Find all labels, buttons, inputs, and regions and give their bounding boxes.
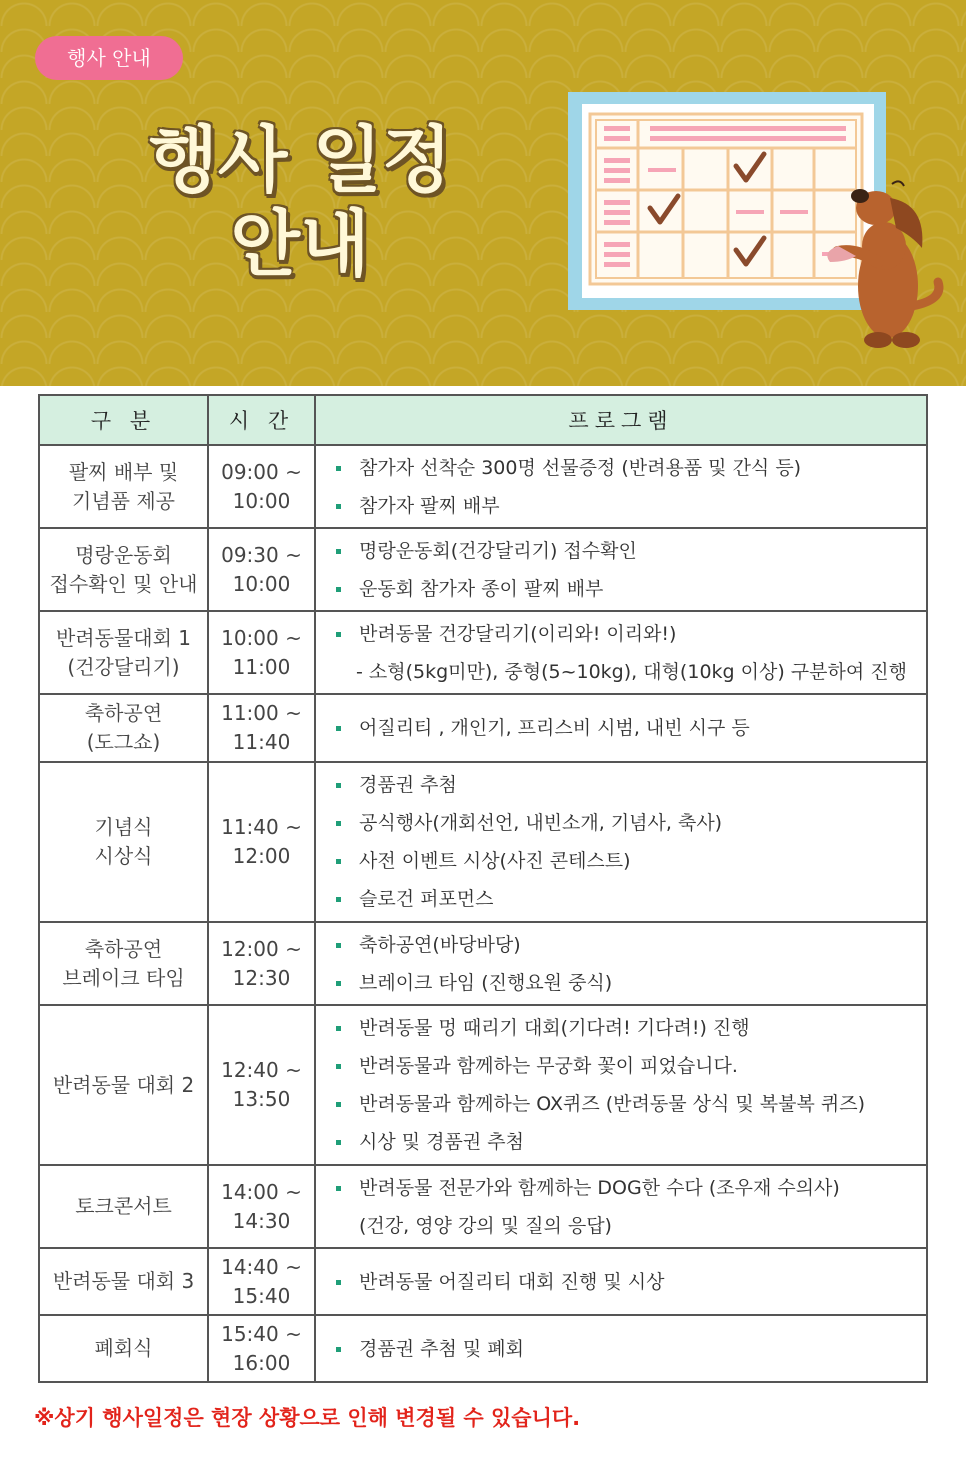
program-item: 반려동물 건강달리기(이리와! 이리와!)	[334, 615, 910, 653]
time-line: 11:00	[232, 654, 291, 679]
row-program	[315, 611, 927, 694]
time-line: 10:00	[232, 571, 291, 596]
program-list	[334, 449, 910, 525]
row-time	[208, 694, 315, 762]
row-time	[208, 528, 315, 611]
row-time	[208, 1248, 315, 1315]
time-line: 14:30	[232, 1208, 291, 1233]
calendar-board-icon	[560, 86, 950, 356]
program-list	[334, 532, 910, 608]
program-item: 반려동물 어질리티 대회 진행 및 시상	[334, 1263, 910, 1301]
table-row	[39, 611, 927, 694]
row-category	[39, 445, 208, 528]
category-line: 명랑운동회	[75, 542, 172, 567]
row-program	[315, 445, 927, 528]
program-list	[334, 766, 910, 918]
program-list	[334, 709, 910, 747]
category-line: 폐회식	[94, 1336, 153, 1360]
row-time	[208, 1005, 315, 1165]
row-time	[208, 1315, 315, 1382]
banner	[0, 0, 966, 386]
category-line: 기념품 제공	[72, 488, 175, 513]
time-line: 14:40 ~	[221, 1254, 302, 1279]
category-line: 반려동물대회 1	[55, 625, 191, 650]
table-row	[39, 1005, 927, 1165]
schedule-change-notice: ※상기 행사일정은 현장 상황으로 인해 변경될 수 있습니다.	[34, 1406, 581, 1430]
category-line: 기념식	[94, 815, 153, 839]
program-item: 참가자 선착순 300명 선물증정 (반려용품 및 간식 등)	[334, 449, 910, 487]
category-line: 축하공연	[84, 936, 163, 961]
category-line: 축하공연	[84, 701, 163, 725]
table-row	[39, 762, 927, 922]
category-line: 반려동물 대회 3	[52, 1269, 195, 1293]
program-list	[334, 615, 910, 691]
program-list	[334, 1330, 910, 1368]
header-category: 구 분	[39, 395, 208, 445]
row-category	[39, 1005, 208, 1165]
row-category	[39, 922, 208, 1005]
category-line: 시상식	[94, 844, 153, 868]
program-list	[334, 1169, 910, 1245]
category-line: 접수확인 및 안내	[49, 571, 198, 596]
row-program	[315, 922, 927, 1005]
program-item: 공식행사(개회선언, 내빈소개, 기념사, 축사)	[334, 804, 910, 842]
program-list	[334, 926, 910, 1002]
row-program	[315, 1315, 927, 1382]
category-line: (도그쇼)	[86, 730, 161, 754]
time-line: 12:40 ~	[221, 1058, 302, 1082]
program-list	[334, 1009, 910, 1161]
category-line: (건강달리기)	[67, 654, 180, 679]
program-item: 축하공연(바당바당)	[334, 926, 910, 964]
category-line: 토크콘서트	[75, 1194, 172, 1218]
event-info-badge: 행사 안내	[35, 36, 183, 80]
row-category	[39, 528, 208, 611]
time-line: 15:40	[232, 1283, 291, 1308]
row-time	[208, 922, 315, 1005]
page-title	[120, 118, 480, 286]
program-item: 명랑운동회(건강달리기) 접수확인	[334, 532, 910, 570]
program-item: 어질리티 , 개인기, 프리스비 시범, 내빈 시구 등	[334, 709, 910, 747]
row-category	[39, 611, 208, 694]
program-item: 반려동물 멍 때리기 대회(기다려! 기다려!) 진행	[334, 1009, 910, 1047]
time-line: 16:00	[232, 1350, 291, 1375]
program-item-detail: (건강, 영양 강의 및 질의 응답)	[359, 1214, 612, 1237]
header-program: 프로그램	[315, 395, 927, 445]
row-program	[315, 1165, 927, 1248]
table-row	[39, 922, 927, 1005]
program-item: 브레이크 타임 (진행요원 중식)	[334, 964, 910, 1002]
schedule-table	[38, 394, 928, 1383]
row-time	[208, 445, 315, 528]
title-line-2: 안내	[230, 202, 370, 286]
program-item: 참가자 팔찌 배부	[334, 487, 910, 525]
row-time	[208, 611, 315, 694]
program-item: 사전 이벤트 시상(사진 콘테스트)	[334, 842, 910, 880]
time-line: 12:00 ~	[221, 936, 302, 961]
time-line: 09:00 ~	[221, 459, 302, 484]
program-item: 운동회 참가자 종이 팔찌 배부	[334, 570, 910, 608]
program-list	[334, 1263, 910, 1301]
header-time: 시 간	[208, 395, 315, 445]
time-line: 09:30 ~	[221, 542, 302, 567]
category-line: 브레이크 타임	[62, 965, 185, 990]
time-line: 10:00	[232, 488, 291, 513]
program-item-detail: - 소형(5kg미만), 중형(5~10kg), 대형(10kg 이상) 구분하여 진행	[356, 660, 907, 683]
row-category	[39, 1248, 208, 1315]
time-line: 14:00 ~	[221, 1179, 302, 1204]
row-program	[315, 694, 927, 762]
table-row	[39, 1315, 927, 1382]
table-row	[39, 1165, 927, 1248]
table-header-row	[39, 395, 927, 445]
row-category	[39, 694, 208, 762]
row-program	[315, 762, 927, 922]
program-item: 시상 및 경품권 추첨	[334, 1123, 910, 1161]
row-program	[315, 1248, 927, 1315]
row-program	[315, 1005, 927, 1165]
row-time	[208, 762, 315, 922]
table-row	[39, 445, 927, 528]
program-item: 반려동물 전문가와 함께하는 DOG한 수다 (조우재 수의사)	[334, 1169, 910, 1207]
time-line: 13:50	[232, 1087, 291, 1111]
title-line-1: 행사 일정	[148, 118, 452, 202]
program-item: 슬로건 퍼포먼스	[334, 880, 910, 918]
row-category	[39, 762, 208, 922]
table-row	[39, 528, 927, 611]
row-category	[39, 1315, 208, 1382]
table-row	[39, 694, 927, 762]
program-item: 반려동물과 함께하는 OX퀴즈 (반려동물 상식 및 복불복 퀴즈)	[334, 1085, 910, 1123]
time-line: 12:30	[232, 965, 291, 990]
time-line: 11:40	[232, 730, 291, 754]
row-program	[315, 528, 927, 611]
schedule-rows	[39, 445, 927, 1382]
time-line: 11:00 ~	[221, 701, 302, 725]
category-line: 팔찌 배부 및	[68, 459, 179, 484]
program-item: 반려동물과 함께하는 무궁화 꽃이 피었습니다.	[334, 1047, 910, 1085]
program-item: 경품권 추첨	[334, 766, 910, 804]
time-line: 15:40 ~	[221, 1321, 302, 1346]
time-line: 11:40 ~	[221, 815, 302, 839]
program-item: 경품권 추첨 및 폐회	[334, 1330, 910, 1368]
row-category	[39, 1165, 208, 1248]
table-row	[39, 1248, 927, 1315]
row-time	[208, 1165, 315, 1248]
category-line: 반려동물 대회 2	[52, 1072, 195, 1097]
time-line: 10:00 ~	[221, 625, 302, 650]
time-line: 12:00	[232, 844, 291, 868]
